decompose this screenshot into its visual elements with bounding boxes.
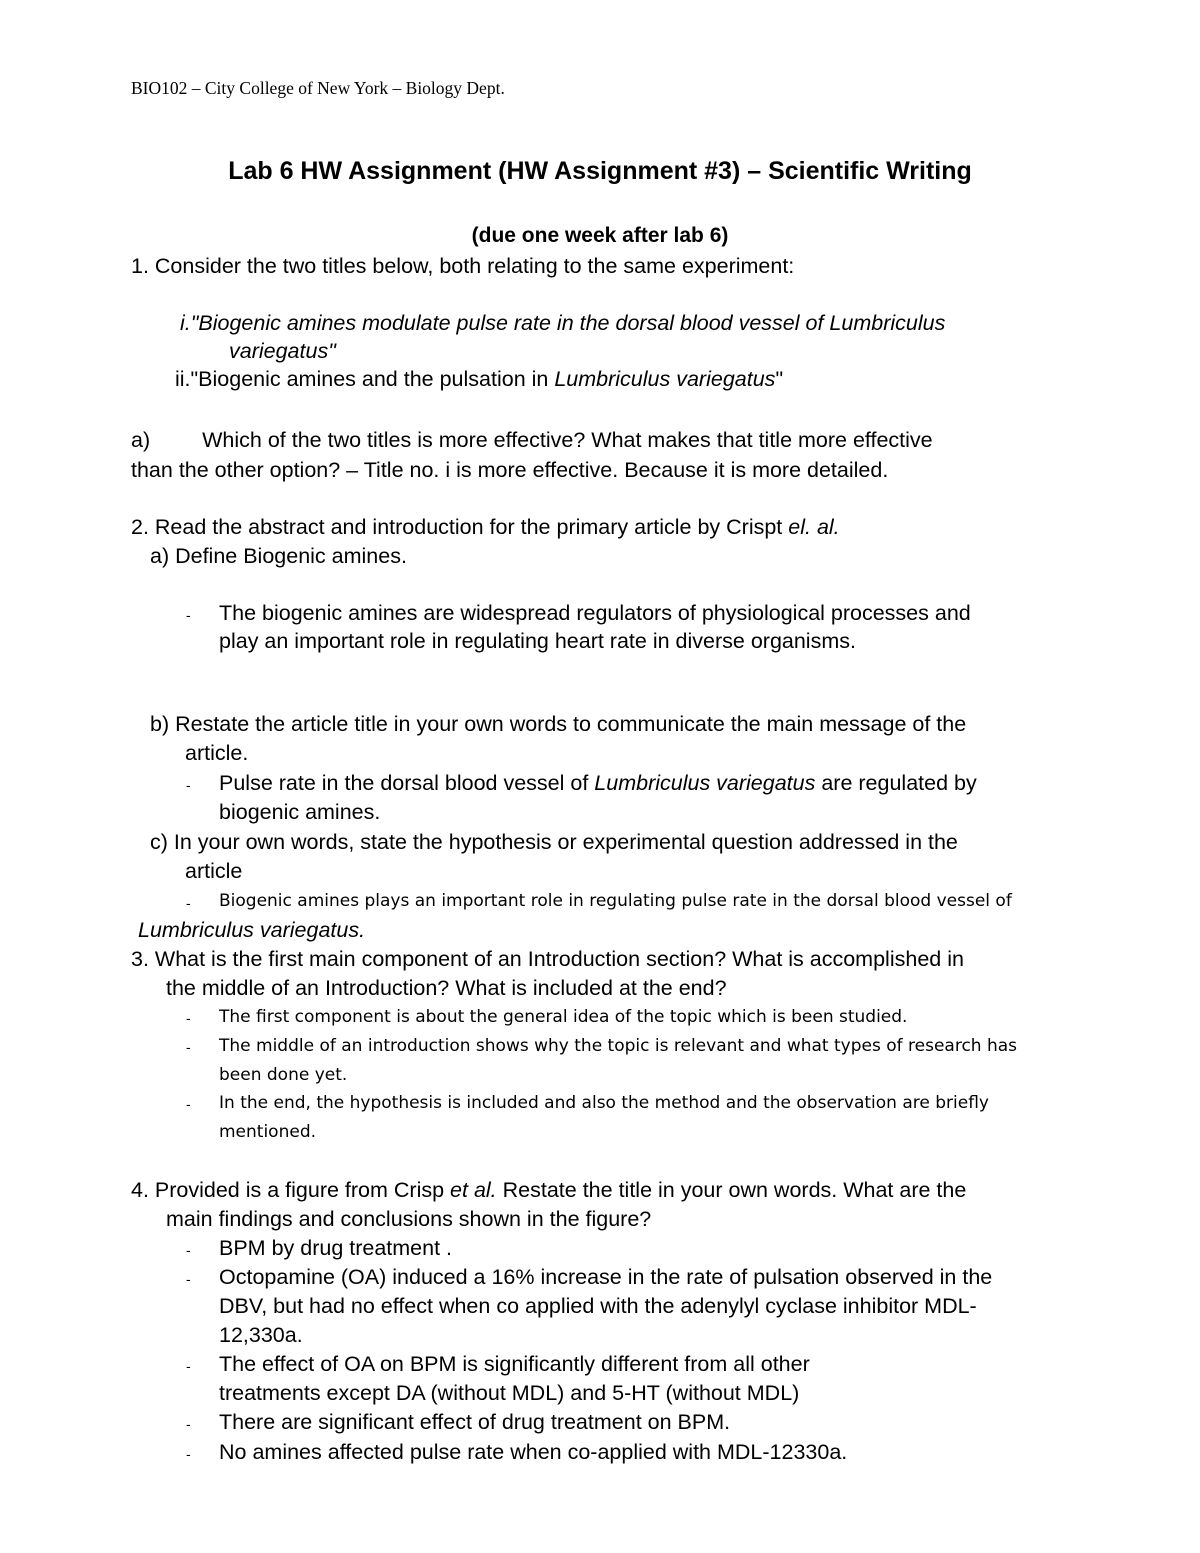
q3-answer-end-cont: mentioned. <box>219 1122 317 1142</box>
bullet-dash: - <box>186 1039 191 1055</box>
q1-title-i: i."Biogenic amines modulate pulse rate in the dorsal blood vessel of Lumbriculus <box>180 311 946 335</box>
bullet-dash: - <box>186 607 191 623</box>
q4-finding-2-cont: DBV, but had no effect when co applied with the adenylyl cyclase inhibitor MDL- <box>219 1294 977 1318</box>
q4-finding-2-cont: 12,330a. <box>219 1323 303 1347</box>
q2-c-answer-cont: Lumbriculus variegatus. <box>138 918 366 942</box>
q2-b-question-cont: article. <box>185 741 249 765</box>
q2-b-answer-cont: biogenic amines. <box>219 800 381 824</box>
bullet-dash: - <box>186 1416 191 1432</box>
q2-c-question: c) In your own words, state the hypothesis or experimental question addressed in the <box>150 830 958 854</box>
bullet-dash: - <box>186 1010 191 1026</box>
q3-answer-first: The first component is about the general idea of the topic which is been studied. <box>219 1007 908 1027</box>
q4-finding-3-cont: treatments except DA (without MDL) and 5-HT (without MDL) <box>219 1381 800 1405</box>
q4-finding-3: The effect of OA on BPM is significantly different from all other <box>219 1352 810 1376</box>
bullet-dash: - <box>186 1358 191 1374</box>
bullet-dash: - <box>186 1446 191 1462</box>
q3-answer-end: In the end, the hypothesis is included and also the method and the observation are briefly <box>219 1093 989 1113</box>
q1-title-i-cont: variegatus" <box>229 339 336 363</box>
q2-a-answer: The biogenic amines are widespread regulators of physiological processes and <box>219 601 971 625</box>
bullet-dash: - <box>186 1242 191 1258</box>
q1-a-answer: than the other option? – Title no. i is more effective. Because it is more detailed. <box>131 458 889 482</box>
q3-prompt: 3. What is the first main component of an Introduction section? What is accomplished in <box>131 947 964 971</box>
q3-answer-middle-cont: been done yet. <box>219 1065 348 1085</box>
bullet-dash: - <box>186 1271 191 1287</box>
course-header: BIO102 – City College of New York – Biology Dept. <box>131 78 505 98</box>
due-date: (due one week after lab 6) <box>471 224 729 247</box>
q4-finding-2: Octopamine (OA) induced a 16% increase in the rate of pulsation observed in the <box>219 1265 993 1289</box>
q2-c-answer: Biogenic amines plays an important role in regulating pulse rate in the dorsal blood vessel of <box>219 891 1012 911</box>
q4-prompt-cont: main findings and conclusions shown in the figure? <box>166 1207 652 1231</box>
q2-b-question: b) Restate the article title in your own words to communicate the main message of the <box>150 712 967 736</box>
bullet-dash: - <box>186 1096 191 1112</box>
q2-prompt: 2. Read the abstract and introduction for the primary article by Crispt el. al. <box>131 515 840 539</box>
q4-finding-5: No amines affected pulse rate when co-applied with MDL-12330a. <box>219 1440 848 1464</box>
q2-a-question: a) Define Biogenic amines. <box>150 544 407 568</box>
q1-prompt: 1. Consider the two titles below, both relating to the same experiment: <box>131 254 795 278</box>
q2-a-answer-cont: play an important role in regulating heart rate in diverse organisms. <box>219 629 856 653</box>
q4-finding-4: There are significant effect of drug treatment on BPM. <box>219 1410 731 1434</box>
bullet-dash: - <box>186 777 191 793</box>
q4-prompt: 4. Provided is a figure from Crisp et al. Restate the title in your own words. What are the <box>131 1178 967 1202</box>
q4-finding-1: BPM by drug treatment . <box>219 1236 453 1260</box>
q2-b-answer: Pulse rate in the dorsal blood vessel of Lumbriculus variegatus are regulated by <box>219 771 977 795</box>
q3-answer-middle: The middle of an introduction shows why the topic is relevant and what types of research has <box>219 1036 1018 1056</box>
q2-c-question-cont: article <box>185 859 243 883</box>
page-title: Lab 6 HW Assignment (HW Assignment #3) – Scientific Writing <box>228 157 972 185</box>
q1-title-ii: ii."Biogenic amines and the pulsation in Lumbriculus variegatus" <box>175 367 784 391</box>
q1-a-question: a) Which of the two titles is more effective? What makes that title more effective <box>131 428 933 452</box>
q3-prompt-cont: the middle of an Introduction? What is included at the end? <box>166 976 727 1000</box>
bullet-dash: - <box>186 895 191 911</box>
